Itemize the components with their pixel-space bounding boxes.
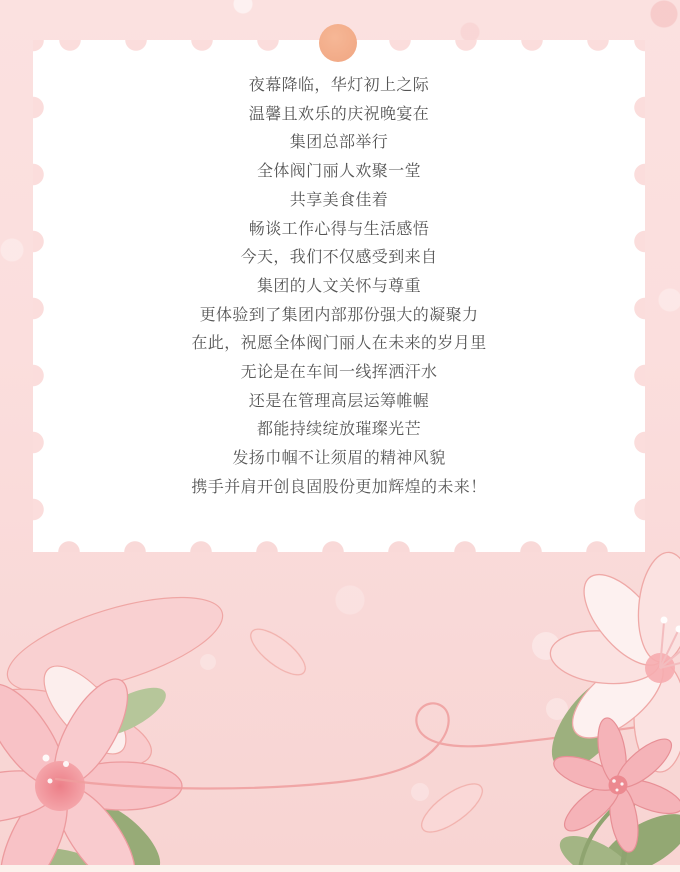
greeting-line: 集团总部举行 [289,134,389,152]
greeting-line: 在此，祝愿全体阀门丽人在未来的岁月里 [191,335,487,353]
greeting-line: 无论是在车间一线挥洒汗水 [240,364,438,382]
bottom-strip [0,865,680,872]
greeting-line: 还是在管理高层运筹帷幄 [248,392,430,410]
greeting-line: 都能持续绽放璀璨光芒 [256,421,421,439]
greeting-line: 夜幕降临，华灯初上之际 [248,77,430,94]
greeting-line: 更体验到了集团内部那份强大的凝聚力 [199,306,479,324]
greeting-line: 发扬巾帼不让须眉的精神风貌 [232,450,446,468]
greeting-line: 共享美食佳着 [289,191,389,209]
floral-illustration [0,540,680,872]
greeting-line: 全体阀门丽人欢聚一堂 [256,163,421,181]
greeting-line: 携手并肩开创良固股份更加辉煌的未来！ [191,478,487,496]
greeting-line: 今天，我们不仅感受到来自 [240,249,438,267]
floating-petals [244,621,489,840]
greeting-line: 集团的人文关怀与尊重 [256,277,421,295]
greeting-line: 温馨且欢乐的庆祝晚宴在 [248,105,430,123]
soft-light-blobs [200,632,568,801]
greeting-line: 畅谈工作心得与生活感悟 [248,220,430,238]
greeting-text-block [33,40,645,503]
